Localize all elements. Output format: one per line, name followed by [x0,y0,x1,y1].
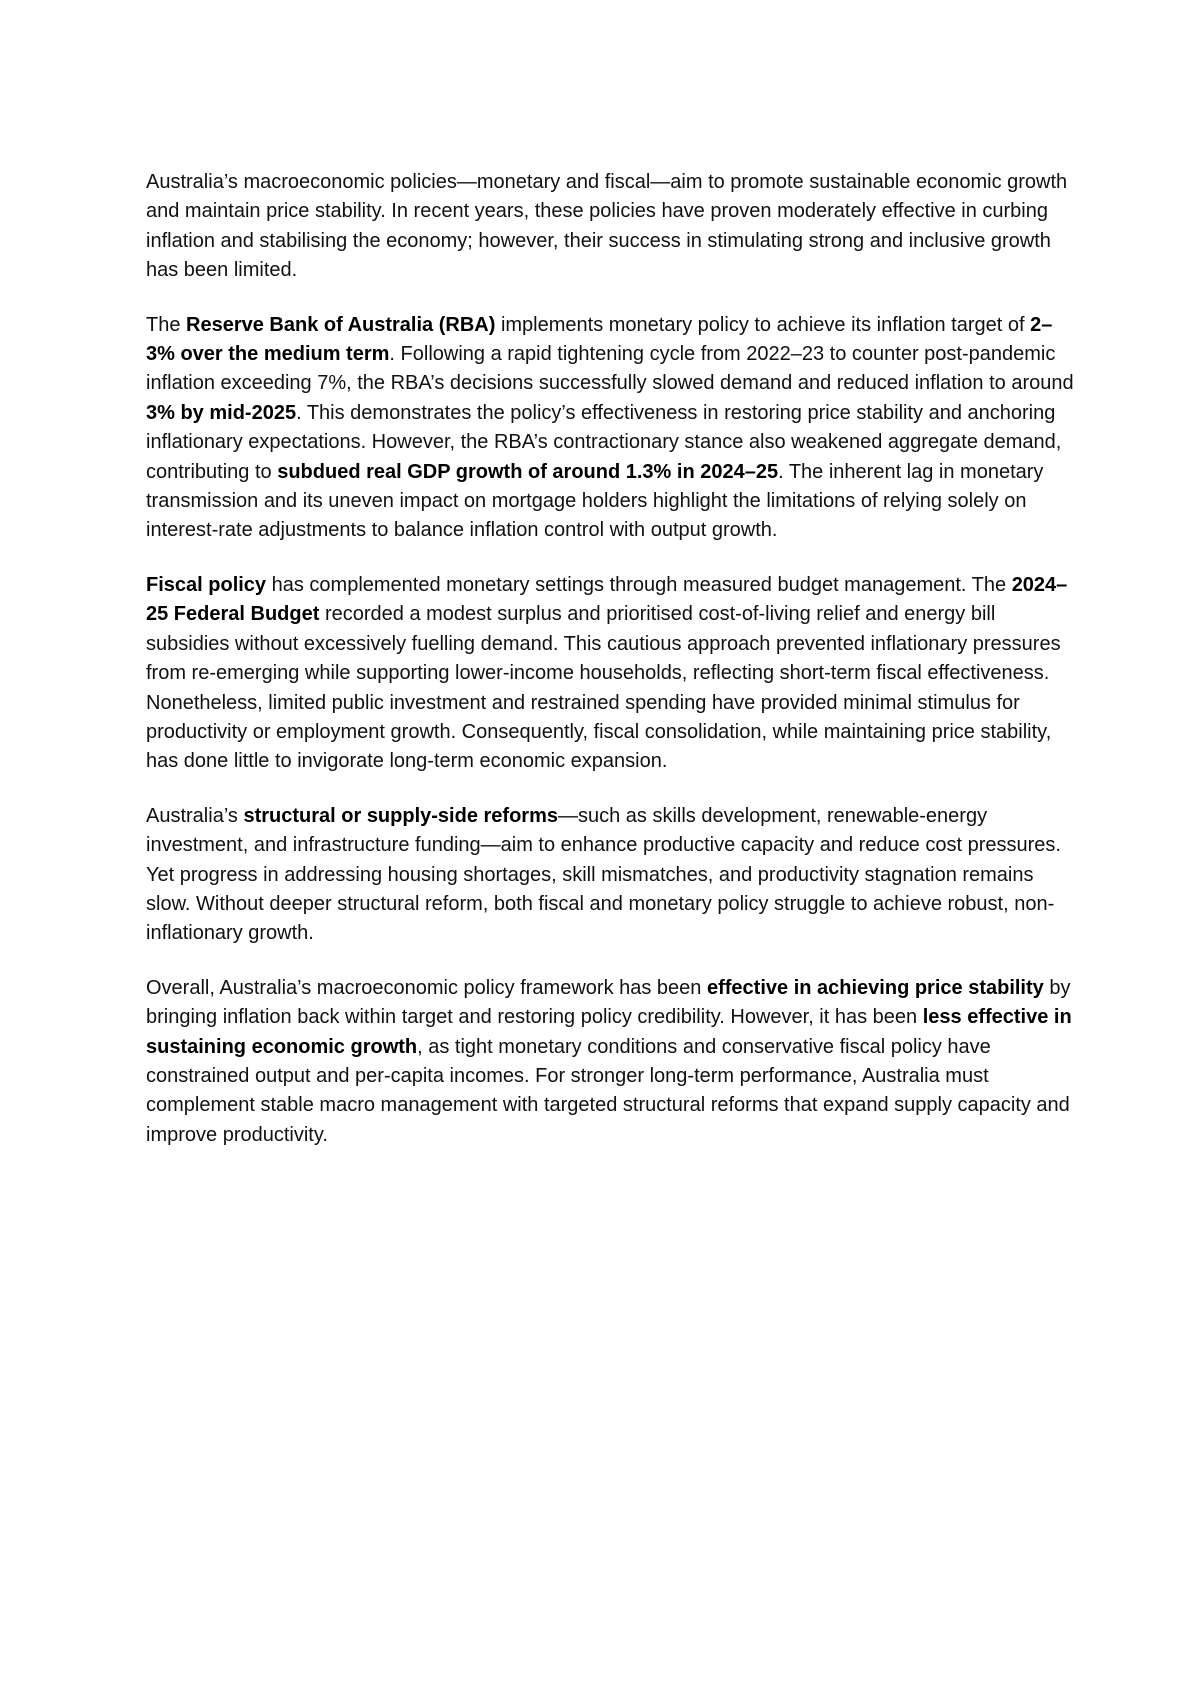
paragraph-text: has complemented monetary settings through measured budget management. The [266,573,1012,596]
paragraph-text: —such as skills development, renewable-energy investment, and infrastructure funding—aim to enhance productive capacity and reduce cost pressures. Yet progress in addressing housing shortages, skill mismatches, and productivity stagnation remains slow. Without deeper structural reform, both fiscal and monetary policy struggle to achieve robust, non-inflationary growth. [146,804,1061,945]
paragraph-fiscal-policy [146,571,1076,777]
bold-term: 3% by mid-2025 [146,401,297,424]
paragraph-text: The [146,313,187,336]
paragraph-text: . The inherent lag in monetary transmission and its uneven impact on mortgage holders highlight the limitations of relying solely on interest-rate adjustments to balance inflation control with output growth. [146,460,1044,542]
bold-term: effective in achieving price stability [706,976,1044,999]
bold-term: Fiscal policy [146,573,267,596]
bold-term: subdued real GDP growth of around 1.3% in 2024–25 [277,460,779,483]
bold-term: structural or supply-side reforms [243,804,558,827]
paragraph-text: by bringing inflation back within target and restoring policy credibility. However, it has been [146,976,1071,1029]
paragraph-conclusion [146,974,1076,1150]
paragraph-text: recorded a modest surplus and prioritised cost-of-living relief and energy bill subsidies without excessively fuelling demand. This cautious approach prevented inflationary pressures from re-emerging while supporting lower-income households, reflecting short-term fiscal effectiveness. Nonetheless, limited public investment and restrained spending have provided minimal stimulus for productivity or employment growth. Consequently, fiscal consolidation, while maintaining price stability, has done little to invigorate long-term economic expansion. [146,603,1061,773]
paragraph-text: Overall, Australia’s macroeconomic policy framework has been [146,976,707,999]
paragraph-intro [146,168,1076,286]
paragraph-text: . Following a rapid tightening cycle from 2022–23 to counter post-pandemic inflation exceeding 7%, the RBA’s decisions successfully slowed demand and reduced inflation to around [146,343,1074,395]
paragraph-text: Australia’s [146,804,244,827]
paragraph-structural-reforms [146,802,1076,949]
paragraph-text: implements monetary policy to achieve its inflation target of [495,313,1031,336]
paragraph-text: . This demonstrates the policy’s effectiveness in restoring price stability and anchoring inflationary expectations. However, the RBA’s contractionary stance also weakened aggregate demand, contributing to [146,401,1062,483]
paragraph-text: Australia’s macroeconomic policies—monetary and fiscal—aim to promote sustainable economic growth and maintain price stability. In recent years, these policies have proven moderately effective in curbing inflation and stabilising the economy; however, their success in stimulating strong and inclusive growth has been limited. [146,171,1068,282]
paragraph-text: , as tight monetary conditions and conservative fiscal policy have constrained output and per-capita incomes. For stronger long-term performance, Australia must complement stable macro management with targeted structural reforms that expand supply capacity and improve productivity. [146,1035,1070,1146]
document-body [146,168,1076,1175]
bold-term: 2–3% over the medium term [146,313,1053,366]
bold-term: less effective in sustaining economic growth [146,1006,1072,1058]
bold-term: Reserve Bank of Australia (RBA) [186,313,496,336]
bold-term: 2024–25 Federal Budget [146,573,1068,626]
paragraph-monetary-policy [146,311,1076,546]
